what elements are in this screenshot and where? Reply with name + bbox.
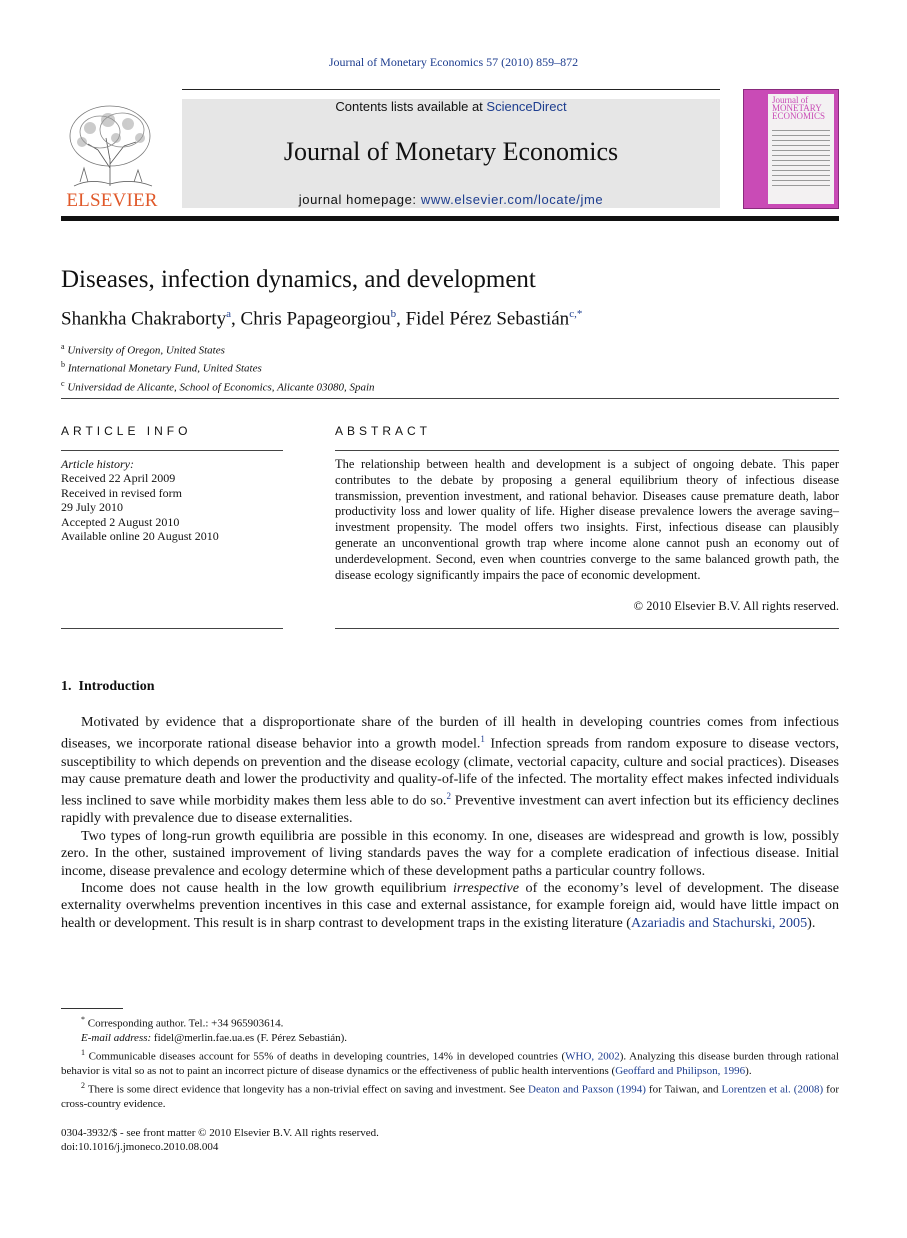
introduction-body [61,714,839,932]
front-matter [61,1126,379,1155]
masthead-top-rule [182,89,720,90]
journal-citation-link[interactable]: Journal of Monetary Economics 57 (2010) 859–872 [328,55,579,69]
citation-link[interactable]: WHO, 2002 [565,1050,620,1063]
journal-cover-thumbnail[interactable] [743,89,839,209]
author-list: Shankha Chakraborty$^a$, Chris Papageorgiou$^b$, Fidel Pérez Sebastián$^{c,*}$ [61,308,583,330]
paragraph: Two types of long-run growth equilibria are possible in this economy. In one, diseases are widespread and growth is low, possibly zero. In the other, sustained improvement of living standards paves the way for a complete eradication of infectious disease. Initial income, disease prevalence and ecology determine which of these development paths a particular country follows. [61,827,839,879]
footnote-1: $^1$ Communicable diseases account for 55% of deaths in developing countries, 14% in developed countries (WHO, 2002). Analyzing this disease burden through rational behavior is vital so as not to paint an incorrect picture of disease dynamics or the effectiveness of public health interventions (Geoffard and Philipson, 1996). [61,1047,839,1078]
abstract-copyright: © 2010 Elsevier B.V. All rights reserved. [633,599,839,613]
abstract-heading: ABSTRACT [335,424,432,438]
article-info-rule [61,450,283,451]
citation-link[interactable]: Geoffard and Philipson, 1996 [615,1065,746,1078]
doi-line[interactable]: doi:10.1016/j.jmoneco.2010.08.004 [61,1141,219,1154]
affiliation-marker[interactable]: b [390,308,397,320]
affiliation-item: $^b$ International Monetary Fund, United States [61,360,262,375]
footnotes [61,1013,839,1112]
history-item: Available online 20 August 2010 [61,529,219,544]
history-item: Accepted 2 August 2010 [61,514,180,529]
article-info-bottom-rule [61,628,283,629]
citation-link[interactable]: Azariadis and Stachurski, 2005 [631,914,808,931]
abstract-rule [335,450,839,451]
abstract-text: The relationship between health and development is a subject of ongoing debate. This paper contributes to the debate by proposing a general equilibrium theory of infectious disease transmission, prevention investment, and rational behavior. Diseases cause premature death, labor productivity loss and lower quality of life. Higher disease prevalence lowers the average saving–investment propensity. The model offers two insights. First, infectious disease can plausibly generate an unconventional growth trap where income alone cannot push an economy out of underdevelopment. Second, even when countries converge to the same balanced growth path, the disease ecology significantly impairs the pace of economic development. [335,457,839,582]
footnote-divider [61,1008,123,1009]
affiliations [61,340,375,395]
author-name[interactable]: Shankha Chakraborty [61,308,227,330]
affiliation-item: $^c$ Universidad de Alicante, School of Economics, Alicante 03080, Spain [61,378,375,394]
contents-line: Contents lists available at ScienceDirect [335,99,567,114]
history-item: Received in revised form [61,485,182,500]
article-history [61,457,283,543]
paragraph: Motivated by evidence that a disproportionate share of the burden of ill health in developing countries comes from infectious diseases, we incorporate rational disease behavior into a growth model.$^1$ Infection spreads from random exposure to disease vectors, susceptibility to which depends on prevention and the disease ecology (climate, vectorial capacity, culture and social practices). Diseases may cause premature death and lower the productivity and quality-of-life of the infected. The mortality effect makes infected individuals less inclined to save while morbidity makes them less able to do so.$^2$ Preventive investment can avert infection but its efficiency declines rapidly with prevalence due to disease externalities. [61,714,840,827]
affiliation-marker[interactable]: c,* [569,308,583,320]
footnote-corresponding: * Corresponding author. Tel.: +34 965903614. [81,1015,284,1030]
history-item: Received 22 April 2009 [61,471,176,486]
homepage-line: journal homepage: www.elsevier.com/locate/jme [298,192,604,207]
author-name[interactable]: Fidel Pérez Sebastián [405,308,570,330]
citation-link[interactable]: Lorentzen et al. (2008) [721,1083,824,1096]
section-heading-introduction: 1. Introduction [61,679,155,694]
affiliation-item: $^a$ University of Oregon, United States [61,342,225,357]
publisher-wordmark: ELSEVIER [66,190,158,211]
homepage-link[interactable]: www.elsevier.com/locate/jme [420,192,604,207]
footnote-ref-2[interactable]: 2 [446,791,451,802]
affiliation-marker[interactable]: a [226,308,232,320]
journal-title: Journal of Monetary Economics [283,137,619,166]
masthead-bottom-rule [61,216,839,221]
sciencedirect-link[interactable]: ScienceDirect [486,99,567,114]
footnote-email: E-mail address: fidel@merlin.fae.ua.es (F. Pérez Sebastián). [81,1032,348,1045]
issn-line: 0304-3932/$ - see front matter © 2010 Elsevier B.V. All rights reserved. [61,1127,379,1139]
history-label: Article history: [61,457,134,471]
abstract-bottom-rule [335,628,839,629]
cover-title: Journal of MONETARY ECONOMICS [772,95,826,121]
citation-link[interactable]: Deaton and Paxson (1994) [528,1083,646,1096]
author-name[interactable]: Chris Papageorgiou [240,308,391,330]
header-divider [61,398,839,399]
paragraph: Income does not cause health in the low growth equilibrium irrespective of the economy’s level of development. The disease externality overwhelms prevention incentives in this case and external assistance, for example foreign aid, would have little impact on health or development. This result is in sharp contrast to development traps in the existing literature (Azariadis and Stachurski, 2005). [61,880,839,931]
cover-contents-lines [772,130,830,190]
article-info-heading: ARTICLE INFO [61,424,192,438]
article-title: Diseases, infection dynamics, and development [61,266,536,293]
footnote-2: $^2$ There is some direct evidence that longevity has a non-trivial effect on saving and investment. See Deaton and Paxson (1994) for Taiwan, and Lorentzen et al. (2008) for cross-country evidence. [61,1080,839,1110]
history-item: 29 July 2010 [61,500,124,515]
footnote-ref-1[interactable]: 1 [480,734,485,745]
